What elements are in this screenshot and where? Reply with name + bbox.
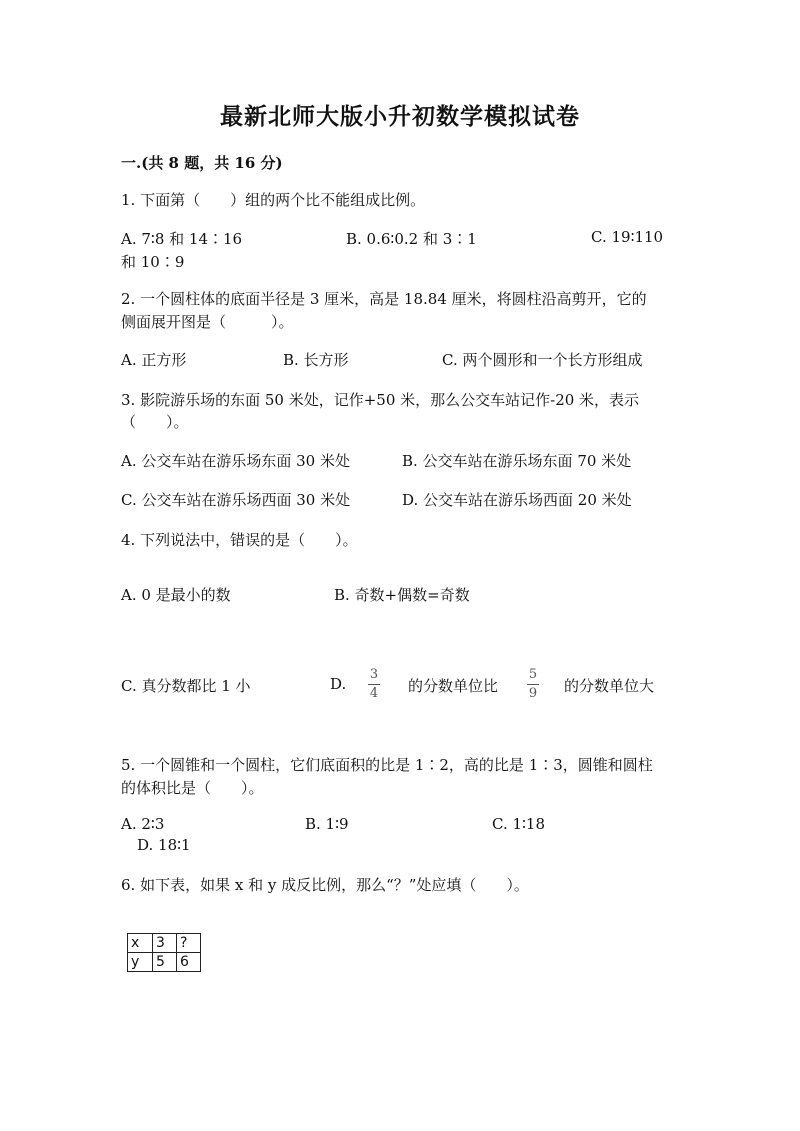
question-5-option-a: A. 2∶3 bbox=[121, 815, 165, 833]
page-title: 最新北师大版小升初数学模拟试卷 bbox=[220, 103, 580, 130]
question-3-option-c: C. 公交车站在游乐场西面 30 米处 bbox=[121, 491, 351, 509]
question-1-option-a: A. 7∶8 和 14∶16 bbox=[121, 230, 243, 248]
question-2-stem-line2: 侧面展开图是（ ）。 bbox=[121, 313, 294, 331]
question-6-stem: 6. 如下表，如果 x 和 y 成反比例，那么“？”处应填（ ）。 bbox=[121, 876, 529, 894]
question-4-option-d-label: D. bbox=[330, 675, 347, 693]
table-cell: 3 bbox=[153, 934, 177, 953]
table-cell: y bbox=[128, 953, 153, 972]
question-5-option-d: D. 18∶1 bbox=[137, 836, 191, 854]
question-4-option-d-end: 的分数单位大 bbox=[564, 677, 655, 695]
fraction-bar bbox=[368, 684, 380, 685]
xy-value-table bbox=[127, 933, 201, 972]
question-3-option-d: D. 公交车站在游乐场西面 20 米处 bbox=[402, 491, 632, 509]
question-3-stem-line2: （ ）。 bbox=[121, 413, 189, 431]
question-4-option-d-middle: 的分数单位比 bbox=[408, 677, 499, 695]
table-cell: ? bbox=[177, 934, 201, 953]
question-5-option-b: B. 1∶9 bbox=[305, 815, 349, 833]
question-5-stem-line1: 5. 一个圆锥和一个圆柱，它们底面积的比是 1∶2，高的比是 1∶3，圆锥和圆柱 bbox=[121, 756, 653, 774]
question-2-option-a: A. 正方形 bbox=[121, 351, 187, 369]
question-5-option-c: C. 1∶18 bbox=[492, 815, 546, 833]
question-4-stem: 4. 下列说法中，错误的是（ ）。 bbox=[121, 531, 358, 549]
fraction-numerator: 5 bbox=[528, 667, 538, 682]
question-4-option-c: C. 真分数都比 1 小 bbox=[121, 677, 251, 695]
question-1-option-c-continued: 和 10∶9 bbox=[121, 253, 185, 271]
fraction-numerator: 3 bbox=[369, 667, 379, 682]
question-3-option-b: B. 公交车站在游乐场东面 70 米处 bbox=[402, 452, 632, 470]
fraction-denominator: 4 bbox=[369, 686, 379, 701]
table-row bbox=[128, 953, 201, 972]
question-1-option-b: B. 0.6∶0.2 和 3∶1 bbox=[346, 230, 477, 248]
question-3-option-a: A. 公交车站在游乐场东面 30 米处 bbox=[121, 452, 350, 470]
question-3-stem-line1: 3. 影院游乐场的东面 50 米处，记作+50 米，那么公交车站记作-20 米，表示 bbox=[121, 391, 640, 409]
question-1-option-c: C. 19∶110 bbox=[591, 228, 664, 246]
question-4-option-b: B. 奇数+偶数=奇数 bbox=[334, 586, 470, 604]
table-cell: x bbox=[128, 934, 153, 953]
table-cell: 5 bbox=[153, 953, 177, 972]
fraction-five-ninths bbox=[527, 668, 539, 701]
question-4-option-a: A. 0 是最小的数 bbox=[121, 586, 231, 604]
table-row bbox=[128, 934, 201, 953]
table-cell: 6 bbox=[177, 953, 201, 972]
question-1-stem: 1. 下面第（ ）组的两个比不能组成比例。 bbox=[121, 191, 426, 209]
question-2-option-c: C. 两个圆形和一个长方形组成 bbox=[442, 351, 643, 369]
section-heading: 一.(共 8 题，共 16 分) bbox=[121, 154, 283, 172]
question-2-option-b: B. 长方形 bbox=[283, 351, 349, 369]
fraction-denominator: 9 bbox=[528, 686, 538, 701]
fraction-three-quarters bbox=[368, 668, 380, 701]
question-5-stem-line2: 的体积比是（ ）。 bbox=[121, 779, 264, 797]
fraction-bar bbox=[527, 684, 539, 685]
question-2-stem-line1: 2. 一个圆柱体的底面半径是 3 厘米，高是 18.84 厘米，将圆柱沿高剪开，它的 bbox=[121, 290, 647, 308]
